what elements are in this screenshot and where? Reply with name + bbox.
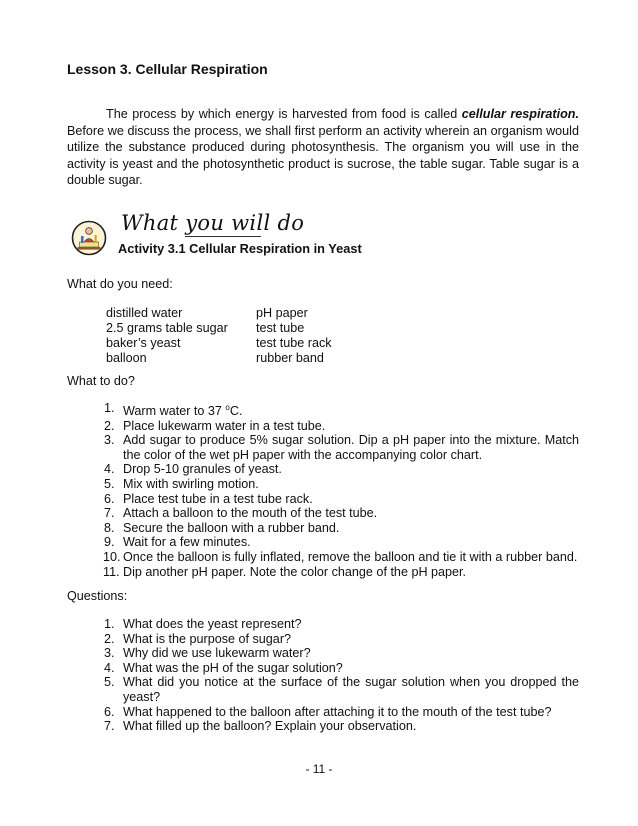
procedure-step: 11. Dip another pH paper. Note the color change of the pH paper.	[103, 564, 467, 579]
material-item: balloon	[106, 351, 147, 365]
material-item: 2.5 grams table sugar	[106, 321, 228, 335]
lesson-title: Lesson 3. Cellular Respiration	[67, 61, 268, 77]
procedure-step: 10. Once the balloon is fully inflated, remove the balloon and tie it with a rubber band.	[103, 549, 578, 564]
intro-key-term: cellular respiration.	[461, 107, 579, 121]
what-you-will-do-heading: What you will do	[121, 211, 305, 235]
question-item: 6. What happened to the balloon after attaching it to the mouth of the test tube?	[104, 704, 552, 719]
questions-heading: Questions:	[67, 589, 128, 603]
question-item: 1. What does the yeast represent?	[104, 617, 302, 631]
material-item: pH paper	[256, 306, 308, 320]
page-number: - 11 -	[305, 762, 333, 776]
materials-heading: What do you need:	[67, 277, 173, 291]
procedure-heading: What to do?	[67, 374, 135, 388]
question-item: 2. What is the purpose of sugar?	[104, 631, 292, 646]
materials-list-left	[106, 306, 228, 366]
procedure-step: 8. Secure the balloon with a rubber band.	[104, 520, 340, 535]
procedure-step: 2. Place lukewarm water in a test tube.	[104, 418, 326, 433]
materials-list-right	[256, 306, 332, 366]
question-item: 7. What filled up the balloon? Explain your observation.	[104, 719, 417, 734]
activity-title: Activity 3.1 Cellular Respiration in Yeast	[118, 241, 362, 256]
material-item: rubber band	[256, 351, 324, 365]
material-item: test tube rack	[256, 336, 332, 350]
procedure-step: 6. Place test tube in a test tube rack.	[104, 491, 313, 506]
question-item: 4. What was the pH of the sugar solution?	[104, 660, 343, 675]
procedure-step: 3. Add sugar to produce 5% sugar solution. Dip a pH paper into the mixture. Match the color of the wet pH paper with the accompanying color chart.	[104, 433, 579, 462]
material-item: baker’s yeast	[106, 336, 181, 350]
material-item: distilled water	[106, 306, 183, 320]
question-item: 5. What did you notice at the surface of the sugar solution when you dropped the yeast?	[104, 675, 579, 704]
procedure-step: 7. Attach a balloon to the mouth of the test tube.	[104, 506, 378, 521]
intro-text-before: The process by which energy is harvested from food is called	[106, 107, 462, 121]
procedure-step: 5. Mix with swirling motion.	[104, 476, 259, 491]
procedure-steps	[104, 401, 579, 579]
intro-paragraph	[67, 106, 579, 189]
procedure-step: 1. Warm water to 37 $^o$C.	[104, 401, 243, 418]
questions-list	[104, 617, 579, 734]
student-writing-icon	[71, 220, 107, 256]
question-item: 3. Why did we use lukewarm water?	[104, 646, 311, 661]
procedure-step: 4. Drop 5-10 granules of yeast.	[104, 462, 282, 477]
heading-underline	[185, 236, 261, 237]
material-item: test tube	[256, 321, 305, 335]
procedure-step: 9. Wait for a few minutes.	[104, 535, 251, 550]
intro-text-after: Before we discuss the process, we shall first perform an activity wherein an organism would utilize the substance produced during photosynthesis. The organism you will use in the activity is yeast and the photosynthetic product is sucrose, the table sugar. Table sugar is a double sugar.	[67, 123, 579, 187]
